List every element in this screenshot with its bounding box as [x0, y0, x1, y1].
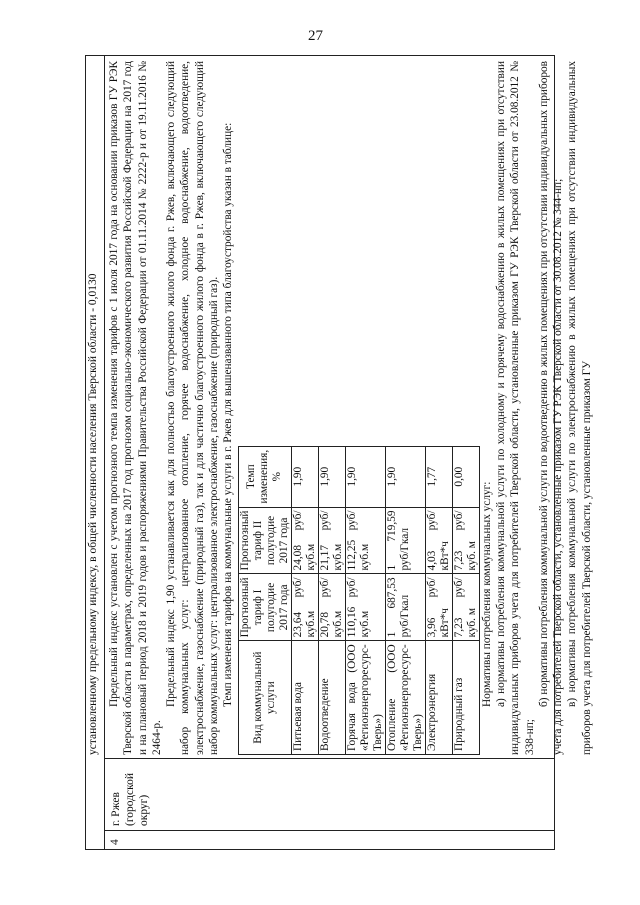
- service-cell: Отопление (ООО «Регионэнергоресурс-Тверь»): [385, 641, 425, 755]
- service-cell: Природный газ: [452, 641, 479, 755]
- change-cell: 1,90: [385, 446, 425, 507]
- change-cell: 1,90: [345, 446, 385, 507]
- header-cell: Прогнозный тариф I полугодие 2017 года: [238, 574, 291, 641]
- tariff-h1-cell: 23,64 руб/куб.м: [291, 574, 318, 641]
- tariff-h2-cell: 24,08 руб/куб.м: [291, 507, 318, 574]
- service-cell: Водоотведение: [318, 641, 345, 755]
- paragraph: Темп изменения тарифов на коммунальные услуги в г. Ржев для вышеназванного типа благоустройства указан в таблице:: [222, 122, 235, 707]
- table-row: [345, 446, 385, 754]
- paragraph: в) нормативы потребления коммунальной услуги по электроснабжению в жилых помещениях при отсутствии индивидуальных приборов учета для потребителей Тверской области, установленные приказом ГУ: [566, 61, 593, 755]
- table-row: [452, 446, 479, 754]
- header-cell: Вид коммунальной услуги: [238, 641, 291, 755]
- tariff-h2-cell: 112,25 руб/куб.м: [345, 507, 385, 574]
- paragraph: а) нормативы потребления коммунальной услуги по холодному и горячему водоснабжению в жилых помещениях при отсутствии индивидуальных приборов учета для потребителей Тверской области, установленные приказом ГУ РЭК Тверской области от 23.08.2012 № 338-нп;: [494, 61, 536, 755]
- municipality-cell: [105, 758, 555, 830]
- service-cell: Электроэнергия: [425, 641, 452, 755]
- table-row: [318, 446, 345, 754]
- tariff-h1-cell: 20,78 руб/куб.м: [318, 574, 345, 641]
- paragraph: Нормативы потребления коммунальных услуг:: [480, 481, 493, 707]
- header-cell: Прогнозный тариф II полугодие 2017 года: [238, 507, 291, 574]
- change-cell: 1,77: [425, 446, 452, 507]
- table-row: [291, 446, 318, 754]
- tariff-h2-cell: 7,23 руб/куб. м: [452, 507, 479, 574]
- header-row: [85, 55, 105, 850]
- change-cell: 0,00: [452, 446, 479, 507]
- table-header-row: [238, 446, 291, 754]
- service-cell: Горячая вода (ООО «Регионэнергоресурс-Тверь»): [345, 641, 385, 755]
- paragraph: Предельный индекс 1,90 устанавливается как для полностью благоустроенного жилого фонда г. Ржев, включающего следующий набор коммунальных услуг: централизованное отопление, горячее водоснабжение, холодное водоснабжение, водоотведение, электроснабжение, газоснабжение (природный газ), так и для частично благоустроенного жилого фонда в г. Ржев, включающего следующий набор коммунальных услуг: централизованное электроснабжение, газоснабжение (природный газ).: [165, 61, 221, 755]
- tariff-h2-cell: 4,03 руб/кВт*ч: [425, 507, 452, 574]
- rotated-document-page: [85, 55, 593, 850]
- content-body: [107, 61, 594, 755]
- tariff-h1-cell: 110,16 руб/куб.м: [345, 574, 385, 641]
- table-row: [385, 446, 425, 754]
- page-number: 27: [308, 28, 323, 44]
- tariff-h1-cell: 7,23 руб/куб. м: [452, 574, 479, 641]
- tariff-h2-cell: 1 719,59 руб/Гкал: [385, 507, 425, 574]
- tariff-h1-cell: 1 687,53 руб/Гкал: [385, 574, 425, 641]
- tariff-h1-cell: 3,96 руб/кВт*ч: [425, 574, 452, 641]
- row-number: 4: [109, 839, 121, 845]
- table-row: [425, 446, 452, 754]
- tariff-table: [238, 446, 480, 755]
- row-number-cell: [105, 830, 555, 850]
- header-cell: Темп изменения, %: [238, 446, 291, 507]
- tariff-h2-cell: 21,17 руб/куб.м: [318, 507, 345, 574]
- service-cell: Питьевая вода: [291, 641, 318, 755]
- change-cell: 1,90: [291, 446, 318, 507]
- paragraph: б) нормативы потребления коммунальной услуги по водоотведению в жилых помещениях при отсутствии индивидуальных приборов учета для потребителей Тверской области, установленные приказом ГУ РЭК Тверской области от 30.08.2012 № 344-нп;: [537, 61, 565, 755]
- header-text: установленному предельному индексу, в общей численности населения Тверской области - 0,0130: [87, 273, 99, 755]
- paragraph: Предельный индекс установлен с учетом прогнозного темпа изменения тарифов с 1 июля 2017 года на основании приказов ГУ РЭК Тверской области в параметрах, определенных на 2017 год прогнозом социально-экономического развития Российской Федерации на 2017 год и на плановый период 2018 и 2019 годов и распоряжениями Правительства Российской Федерации от 01.11.2014 № 2222-р и от 19.11.2016 № 2464-р.: [108, 61, 163, 755]
- municipality-name: г. Ржев (городской округ): [110, 772, 150, 826]
- change-cell: 1,90: [318, 446, 345, 507]
